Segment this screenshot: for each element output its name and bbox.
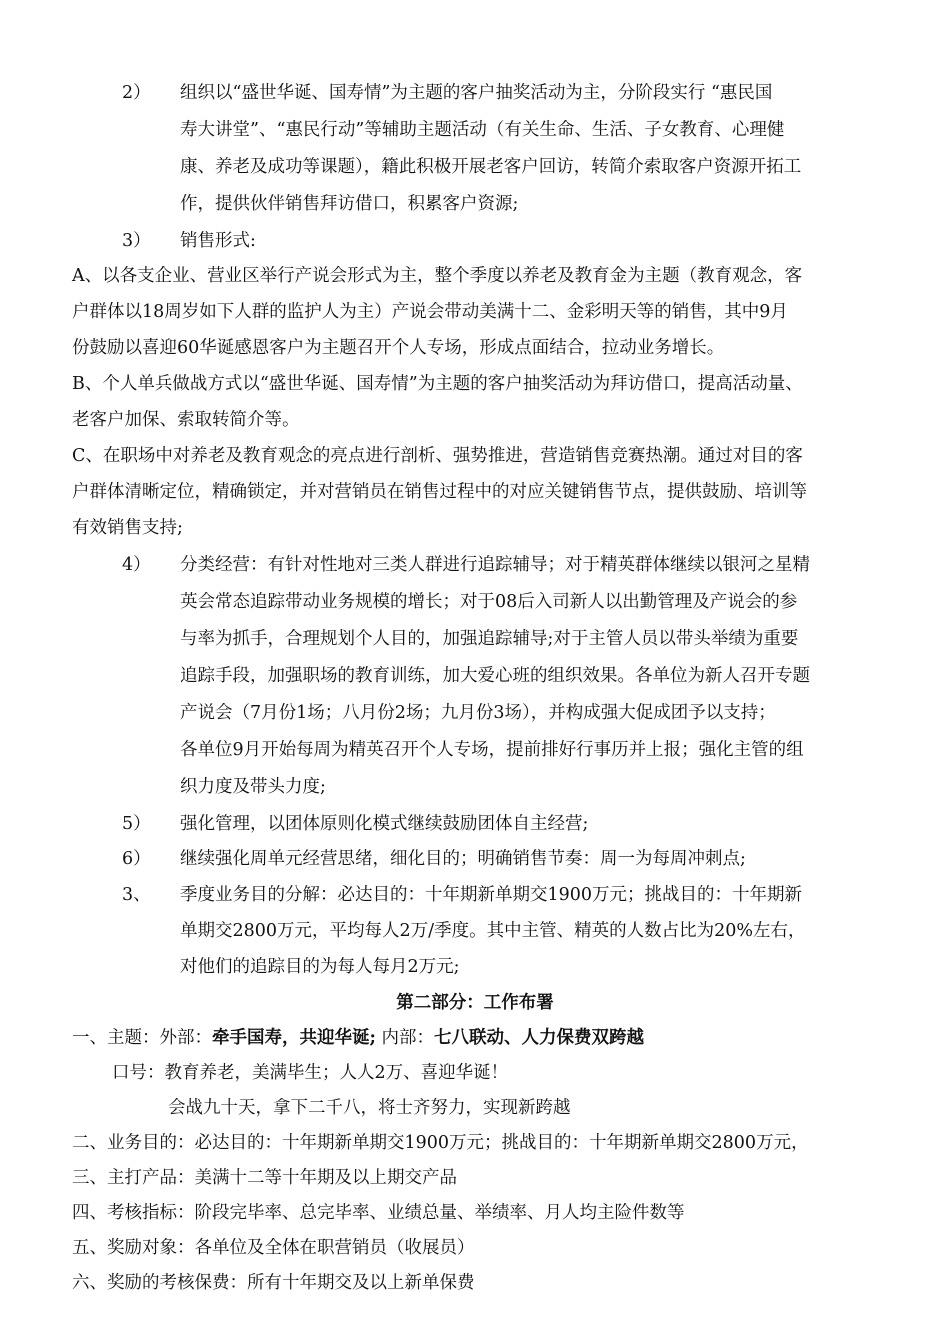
paragraph-line: 作，提供伙伴销售拜访借口，积累客户资源; — [180, 194, 519, 214]
paragraph-line: 老客户加保、索取转简介等。 — [72, 410, 300, 430]
paragraph-line: 户群体以18周岁如下人群的监护人为主）产说会带动美满十二、金彩明天等的销售，其中9月 — [72, 302, 788, 322]
goal-line: 二、业务目的：必达目的：十年期新单期交1900万元；挑战目的：十年期新单期交2800万元， — [72, 1133, 809, 1153]
paragraph-line: 织力度及带头力度; — [180, 777, 326, 797]
paragraph-line: 销售形式: — [180, 231, 256, 251]
paragraph-line: 对他们的追踪目的为每人每月2万元; — [180, 957, 460, 977]
item-number: 2） — [122, 83, 151, 103]
paragraph-line: 追踪手段，加强职场的教育训练，加大爱心班的组织效果。各单位为新人召开专题 — [180, 666, 810, 686]
paragraph-line: 英会常态追踪带动业务规模的增长；对于08后入司新人以出勤管理及产说会的参 — [180, 592, 798, 612]
item-number: 6） — [122, 849, 151, 869]
targets-line: 五、奖励对象：各单位及全体在职营销员（收展员） — [72, 1238, 475, 1258]
paragraph-line: 季度业务目的分解：必达目的：十年期新单期交1900万元；挑战目的：十年期新 — [180, 885, 803, 905]
paragraph-line: 各单位9月开始每周为精英召开个人专场，提前排好行事历并上报；强化主管的组 — [180, 740, 804, 760]
item-number: 5） — [122, 814, 151, 834]
section-heading: 第二部分：工作布署 — [396, 993, 554, 1013]
item-number: 3） — [122, 231, 151, 251]
paragraph-line: 分类经营：有针对性地对三类人群进行追踪辅导；对于精英群体继续以银河之星精 — [180, 555, 810, 575]
paragraph-line: 有效销售支持; — [72, 518, 183, 538]
theme-line — [72, 1030, 644, 1048]
paragraph-line: 强化管理，以团体原则化模式继续鼓励团体自主经营; — [180, 814, 589, 834]
paragraph-line: 继续强化周单元经营思绪，细化目的；明确销售节奏：周一为每周冲刺点; — [180, 849, 746, 869]
premium-line: 六、奖励的考核保费：所有十年期交及以上新单保费 — [72, 1273, 475, 1293]
paragraph-line: 产说会（7月份1场；八月份2场；九月份3场），并构成强大促成团予以支持； — [180, 703, 776, 723]
paragraph-line: 康、养老及成功等课题），籍此积极开展老客户回访，转简介索取客户资源开拓工 — [180, 157, 802, 177]
paragraph-line: 份鼓励以喜迎60华诞感恩客户为主题召开个人专场，形成点面结合，拉动业务增长。 — [72, 338, 725, 358]
paragraph-line: C、在职场中对养老及教育观念的亮点进行剖析、强势推进，营造销售竞赛热潮。通过对目的客 — [72, 446, 803, 466]
paragraph-line: A、以各支企业、营业区举行产说会形式为主，整个季度以养老及教育金为主题（教育观念，客 — [72, 266, 803, 286]
indicators-line: 四、考核指标：阶段完毕率、总完毕率、业绩总量、举绩率、月人均主险件数等 — [72, 1203, 685, 1223]
paragraph-line: 组织以“盛世华诞、国寿情”为主题的客户抽奖活动为主，分阶段实行 “惠民国 — [180, 83, 773, 103]
item-number: 4） — [122, 555, 151, 575]
paragraph-line: 户群体清晰定位，精确锁定，并对营销员在销售过程中的对应关键销售节点，提供鼓励、培训等 — [72, 482, 807, 502]
product-line: 三、主打产品：美满十二等十年期及以上期交产品 — [72, 1168, 457, 1188]
paragraph-line: B、个人单兵做战方式以“盛世华诞、国寿情”为主题的客户抽奖活动为拜访借口，提高活动量、 — [72, 374, 803, 394]
theme-internal: 七八联动、人力保费双跨越 — [434, 1028, 645, 1048]
theme-external: 牵手国寿，共迎华诞; — [212, 1028, 376, 1048]
item-number: 3、 — [122, 885, 151, 905]
theme-mid: 内部： — [375, 1028, 435, 1048]
slogan-line: 口号：教育养老，美满毕生；人人2万、喜迎华诞！ — [112, 1063, 509, 1083]
slogan-line: 会战九十天，拿下二千八，将士齐努力，实现新跨越 — [168, 1098, 571, 1118]
paragraph-line: 寿大讲堂”、“惠民行动”等辅助主题活动（有关生命、生活、子女教育、心理健 — [180, 120, 785, 140]
theme-prefix: 一、主题：外部： — [72, 1028, 212, 1048]
paragraph-line: 与率为抓手，合理规划个人目的，加强追踪辅导;对于主管人员以带头举绩为重要 — [180, 629, 799, 649]
paragraph-line: 单期交2800万元，平均每人2万/季度。其中主管、精英的人数占比为20%左右， — [180, 921, 806, 941]
